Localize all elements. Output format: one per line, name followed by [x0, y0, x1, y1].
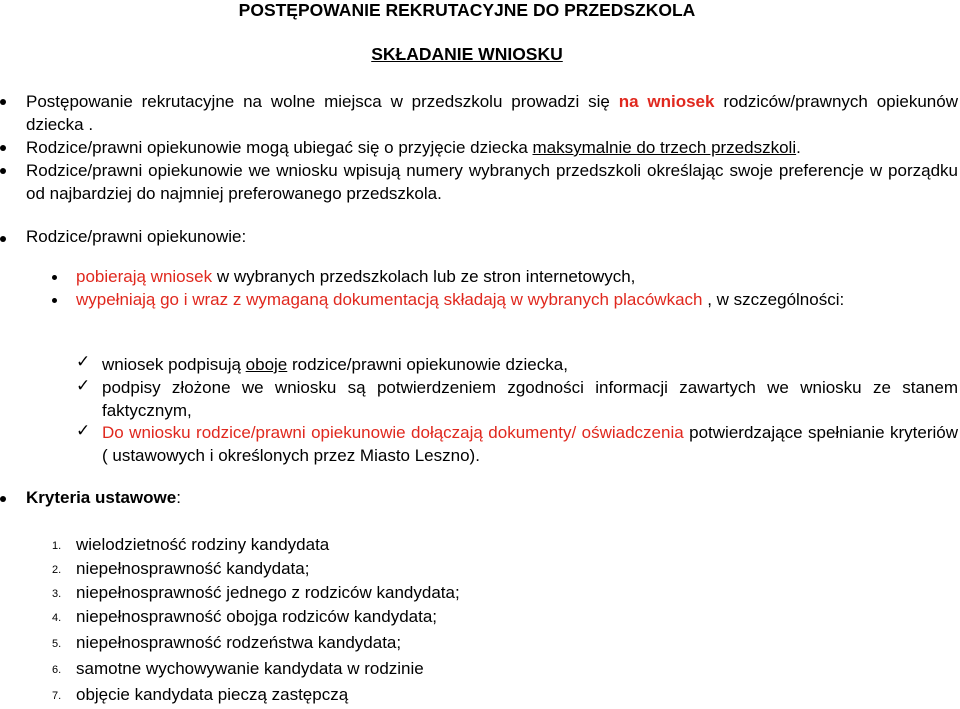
list-number: 5.: [52, 638, 62, 650]
list-item: samotne wychowywanie kandydata w rodzinie: [76, 659, 424, 678]
list-number: 7.: [52, 690, 62, 702]
checkmark-icon: ✓: [76, 352, 91, 371]
check-item-confirmation: podpisy złożone we wniosku są potwierdzeniem zgodności informacji zawartych we wniosku ze stanem faktycznym,: [102, 378, 958, 420]
list-number: 6.: [52, 664, 62, 676]
sub-item-fill: wypełniają go i wraz z wymaganą dokumentacją składają w wybranych placówkach , w szczególności:: [76, 290, 845, 309]
bullet-icon: [52, 298, 60, 306]
bullet-icon: [0, 236, 8, 244]
list-item: niepełnosprawność kandydata;: [76, 559, 310, 578]
bullet-icon: [0, 145, 8, 153]
paragraph-parents: Rodzice/prawni opiekunowie:: [26, 227, 247, 246]
bullet-icon: [0, 168, 8, 176]
page-title: POSTĘPOWANIE REKRUTACYJNE DO PRZEDSZKOLA: [238, 0, 696, 20]
check-item-documents: Do wniosku rodzice/prawni opiekunowie dołączają dokumenty/ oświadczenia potwierdzające spełnianie kryteriów ( ustawowych i określonych przez Miasto Leszno).: [102, 423, 958, 465]
sub-item-download: pobierają wniosek w wybranych przedszkolach lub ze stron internetowych,: [76, 267, 636, 286]
section-subtitle: SKŁADANIE WNIOSKU: [371, 44, 563, 64]
paragraph-procedure: Postępowanie rekrutacyjne na wolne miejsca w przedszkolu prowadzi się na wniosek rodziców/prawnych opiekunów dziecka .: [26, 92, 958, 134]
list-number: 4.: [52, 612, 62, 624]
list-item: wielodzietność rodziny kandydata: [76, 535, 330, 554]
checkmark-icon: ✓: [76, 421, 91, 440]
checkmark-icon: ✓: [76, 376, 91, 395]
list-number: 1.: [52, 540, 62, 552]
check-item-signature: wniosek podpisują oboje rodzice/prawni opiekunowie dziecka,: [102, 355, 568, 374]
list-item: niepełnosprawność rodzeństwa kandydata;: [76, 633, 402, 652]
bullet-icon: [52, 275, 60, 283]
paragraph-max-preschools: Rodzice/prawni opiekunowie mogą ubiegać się o przyjęcie dziecka maksymalnie do trzech przedszkoli.: [26, 138, 801, 157]
list-number: 3.: [52, 588, 62, 600]
paragraph-preferences: Rodzice/prawni opiekunowie we wniosku wpisują numery wybranych przedszkoli określając swoje preferencje w porządku od najbardziej do najmniej preferowanego przedszkola.: [26, 161, 958, 203]
list-number: 2.: [52, 564, 62, 576]
list-item: objęcie kandydata pieczą zastępczą: [76, 685, 349, 704]
list-item: niepełnosprawność obojga rodziców kandydata;: [76, 607, 438, 626]
criteria-heading: Kryteria ustawowe:: [26, 488, 181, 507]
bullet-icon: [0, 496, 8, 504]
list-item: niepełnosprawność jednego z rodziców kandydata;: [76, 583, 460, 602]
bullet-icon: [0, 99, 8, 107]
